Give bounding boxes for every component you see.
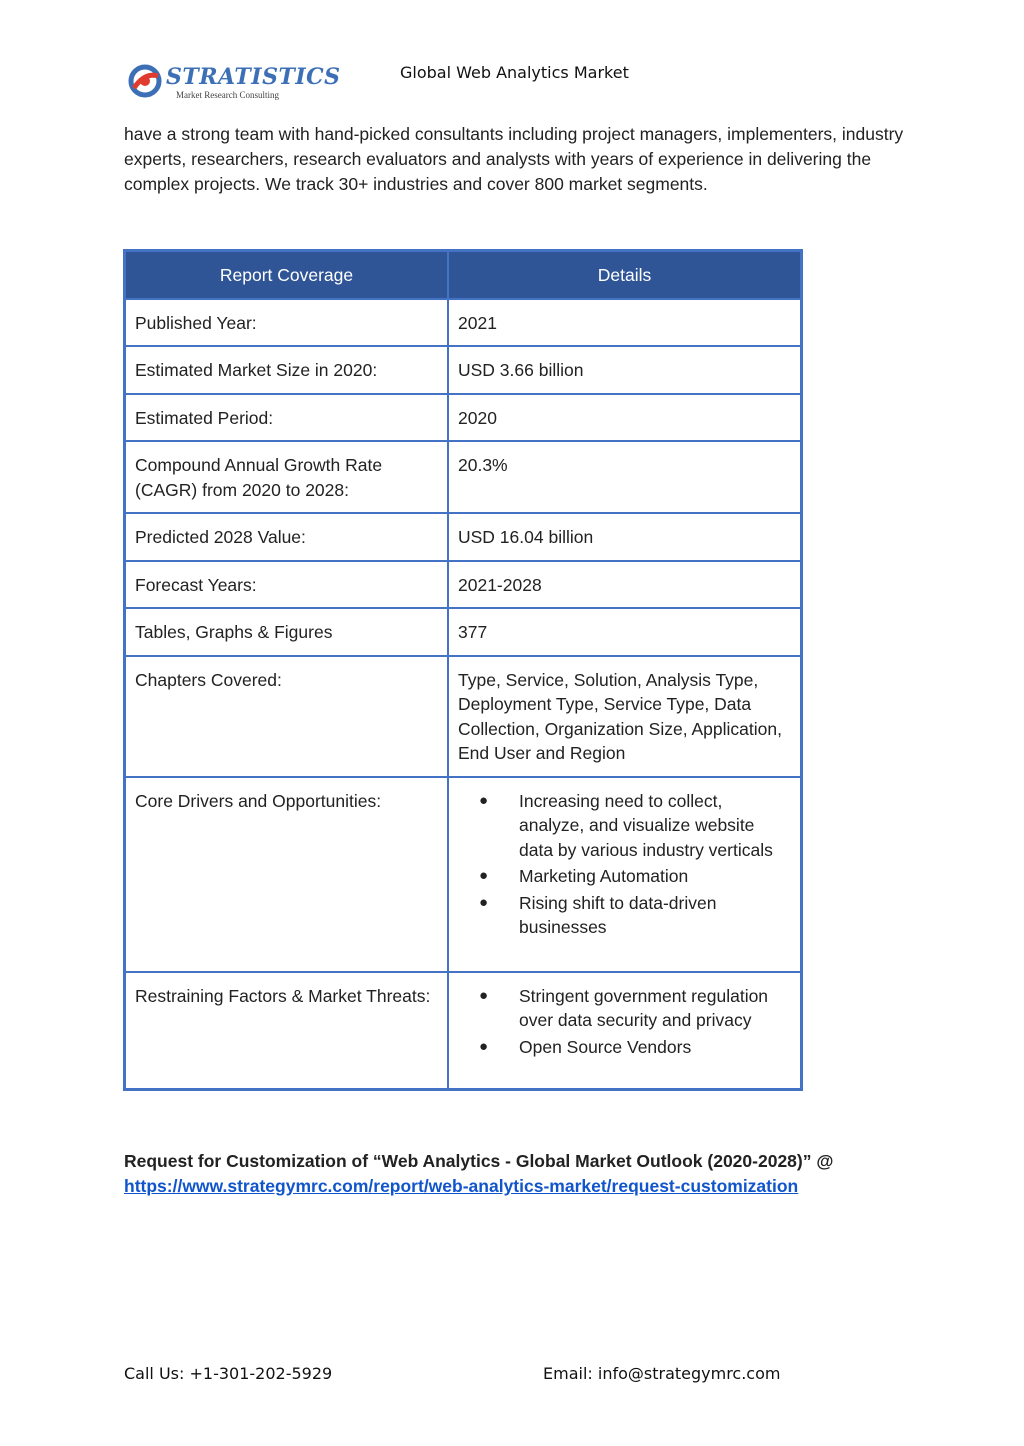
table-row <box>125 608 802 656</box>
table-row <box>125 441 802 513</box>
row-value: 2021 <box>448 299 802 347</box>
row-label: Chapters Covered: <box>125 656 449 777</box>
list-item: ● Open Source Vendors <box>510 1035 791 1060</box>
header-details: Details <box>448 251 802 299</box>
table-row-drivers <box>125 777 802 972</box>
table-row <box>125 656 802 777</box>
page-header-title: Global Web Analytics Market <box>400 63 629 82</box>
row-label: Tables, Graphs & Figures <box>125 608 449 656</box>
list-item: ● Stringent government regulation over data security and privacy <box>510 984 791 1033</box>
row-value: 377 <box>448 608 802 656</box>
row-value: USD 3.66 billion <box>448 346 802 394</box>
row-value <box>448 972 802 1090</box>
table-row-restraints <box>125 972 802 1090</box>
table-row <box>125 394 802 442</box>
row-label: Forecast Years: <box>125 561 449 609</box>
row-label: Estimated Market Size in 2020: <box>125 346 449 394</box>
intro-paragraph: have a strong team with hand-picked consultants including project managers, implementers, industry experts, researchers, research evaluators and analysts with years of experience in delivering the complex projects. We track 30+ industries and cover 800 market segments. <box>124 124 904 194</box>
company-logo <box>128 60 341 104</box>
row-value: 2021-2028 <box>448 561 802 609</box>
customization-link[interactable]: https://www.strategymrc.com/report/web-analytics-market/request-customization <box>124 1176 799 1196</box>
header-report-coverage: Report Coverage <box>125 251 449 299</box>
row-value: 20.3% <box>448 441 802 513</box>
row-label: Predicted 2028 Value: <box>125 513 449 561</box>
row-value: 2020 <box>448 394 802 442</box>
customization-text: Request for Customization of “Web Analytics - Global Market Outlook (2020-2028)” @ <box>124 1151 834 1171</box>
footer-email: Email: info@strategymrc.com <box>543 1364 781 1383</box>
row-label: Restraining Factors & Market Threats: <box>125 972 449 1090</box>
list-item: ● Increasing need to collect, analyze, and visualize website data by various industry verticals <box>510 789 791 863</box>
drivers-list <box>458 789 791 940</box>
list-item: ● Rising shift to data-driven businesses <box>510 891 791 940</box>
table-header-row <box>125 251 802 299</box>
logo-tagline: Market Research Consulting <box>176 90 279 100</box>
report-coverage-table <box>123 249 803 1091</box>
row-label: Core Drivers and Opportunities: <box>125 777 449 972</box>
table-row <box>125 513 802 561</box>
footer-phone: Call Us: +1-301-202-5929 <box>124 1364 333 1383</box>
list-item: ● Marketing Automation <box>510 864 791 889</box>
logo-swirl-icon <box>128 64 162 98</box>
row-label: Estimated Period: <box>125 394 449 442</box>
row-label: Compound Annual Growth Rate (CAGR) from 2020 to 2028: <box>125 441 449 513</box>
row-value: Type, Service, Solution, Analysis Type, Deployment Type, Service Type, Data Collection, Organization Size, Application, End User and Region <box>448 656 802 777</box>
table-row <box>125 346 802 394</box>
logo-wordmark: STRATISTICS <box>166 64 341 90</box>
restraints-list <box>458 984 791 1060</box>
row-value <box>448 777 802 972</box>
table-row <box>125 561 802 609</box>
row-label: Published Year: <box>125 299 449 347</box>
row-value: USD 16.04 billion <box>448 513 802 561</box>
customization-request <box>124 1149 924 1199</box>
table-row <box>125 299 802 347</box>
